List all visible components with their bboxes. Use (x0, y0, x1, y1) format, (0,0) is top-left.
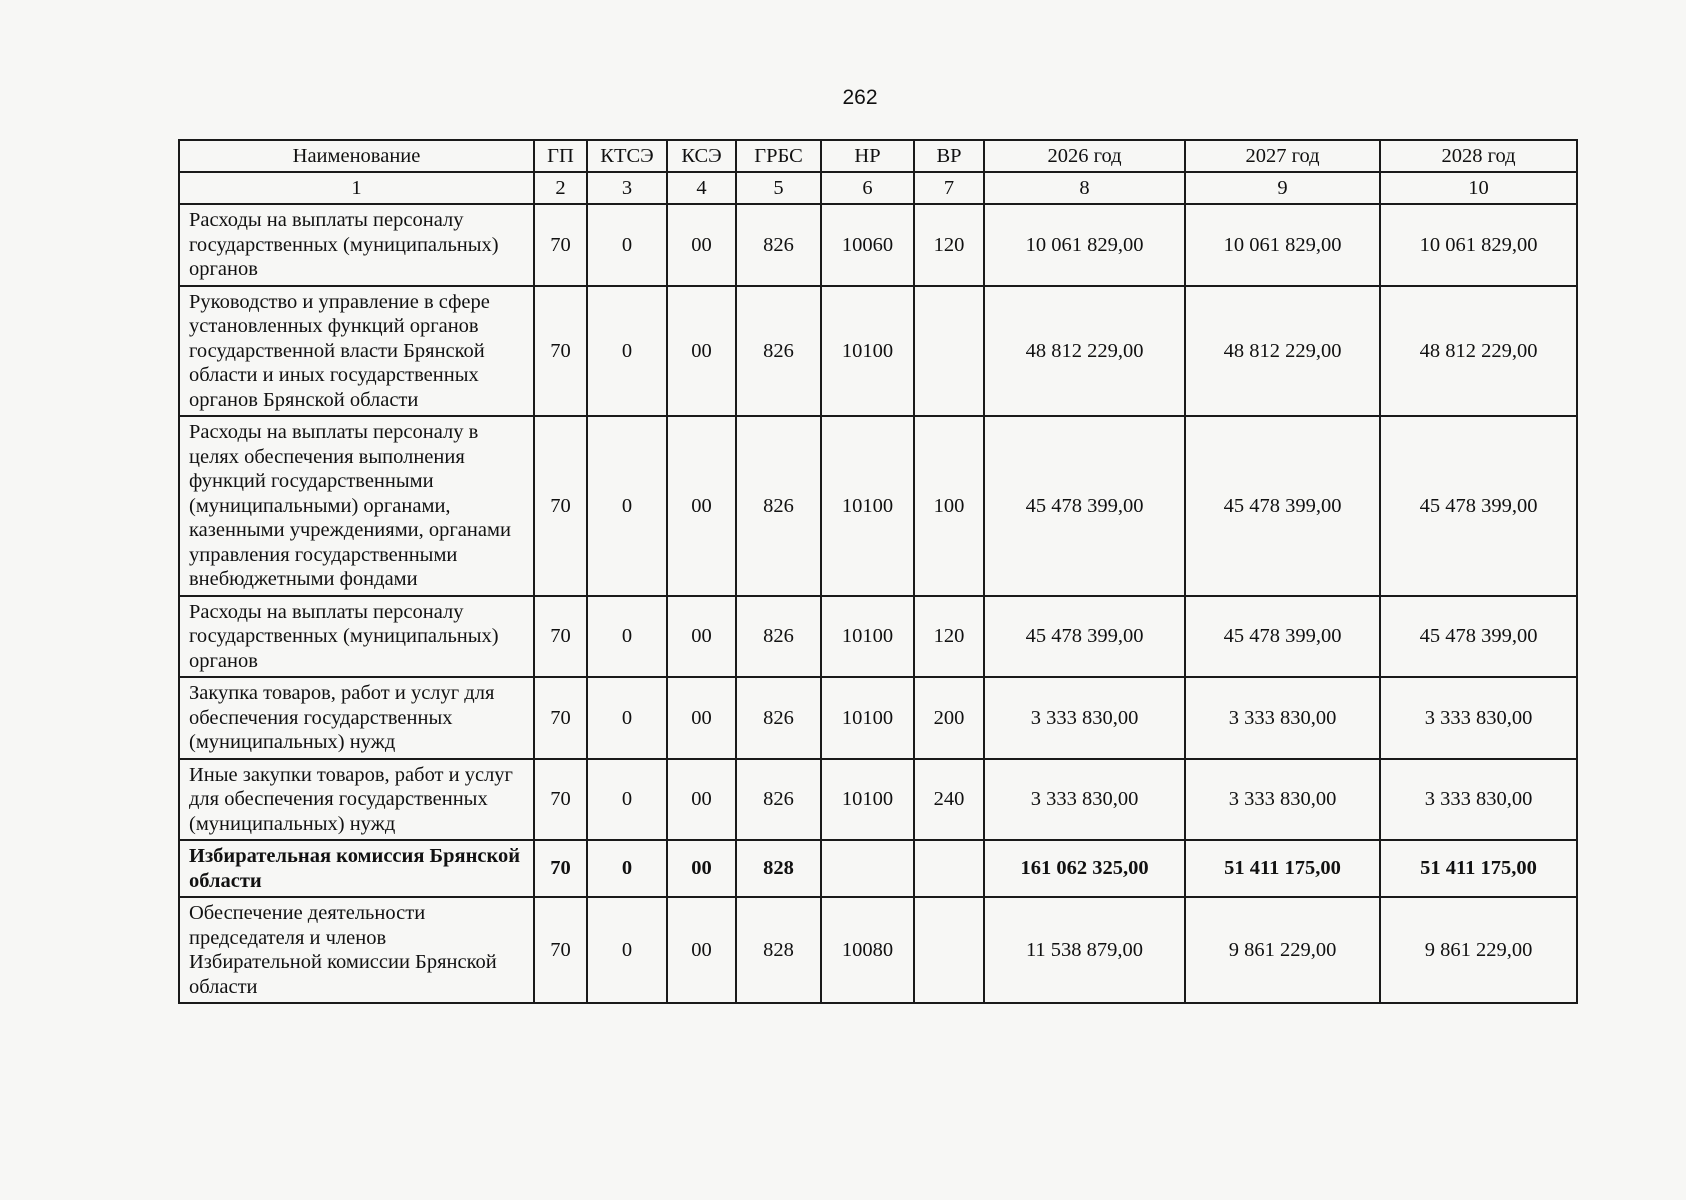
cell-kse: 00 (667, 286, 736, 417)
column-number: 6 (821, 172, 914, 204)
header-cell: Наименование (179, 140, 534, 172)
header-cell: 2028 год (1380, 140, 1577, 172)
column-number-row (179, 172, 1577, 204)
column-number: 10 (1380, 172, 1577, 204)
cell-2028: 10 061 829,00 (1380, 204, 1577, 286)
cell-ktse: 0 (587, 286, 667, 417)
cell-gp: 70 (534, 416, 587, 596)
table-row (179, 677, 1577, 759)
cell-2026: 48 812 229,00 (984, 286, 1185, 417)
cell-2026: 3 333 830,00 (984, 759, 1185, 841)
cell-kse: 00 (667, 759, 736, 841)
column-number: 3 (587, 172, 667, 204)
cell-gp: 70 (534, 759, 587, 841)
cell-2028: 9 861 229,00 (1380, 897, 1577, 1003)
cell-2027: 51 411 175,00 (1185, 840, 1380, 897)
cell-grbs: 826 (736, 596, 821, 678)
cell-2026: 3 333 830,00 (984, 677, 1185, 759)
cell-kse: 00 (667, 677, 736, 759)
cell-nr (821, 840, 914, 897)
cell-vr (914, 840, 984, 897)
header-cell: 2026 год (984, 140, 1185, 172)
table-row (179, 840, 1577, 897)
cell-2026: 161 062 325,00 (984, 840, 1185, 897)
cell-vr: 240 (914, 759, 984, 841)
column-number: 2 (534, 172, 587, 204)
table-row (179, 416, 1577, 596)
cell-2026: 10 061 829,00 (984, 204, 1185, 286)
header-row (179, 140, 1577, 172)
cell-2027: 45 478 399,00 (1185, 596, 1380, 678)
cell-nr: 10100 (821, 596, 914, 678)
header-cell: КТСЭ (587, 140, 667, 172)
cell-nr: 10100 (821, 286, 914, 417)
cell-2026: 45 478 399,00 (984, 416, 1185, 596)
cell-gp: 70 (534, 840, 587, 897)
header-cell: ВР (914, 140, 984, 172)
cell-grbs: 826 (736, 416, 821, 596)
cell-2028: 45 478 399,00 (1380, 416, 1577, 596)
cell-name: Избирательная комиссия Брянской области (179, 840, 534, 897)
table-row (179, 759, 1577, 841)
header-cell: 2027 год (1185, 140, 1380, 172)
cell-kse: 00 (667, 204, 736, 286)
table-row (179, 596, 1577, 678)
table-row (179, 204, 1577, 286)
cell-grbs: 826 (736, 204, 821, 286)
cell-2026: 11 538 879,00 (984, 897, 1185, 1003)
cell-kse: 00 (667, 416, 736, 596)
header-cell: ГРБС (736, 140, 821, 172)
cell-name: Расходы на выплаты персоналу государственных (муниципальных) органов (179, 204, 534, 286)
cell-nr: 10100 (821, 416, 914, 596)
header-cell: НР (821, 140, 914, 172)
cell-gp: 70 (534, 204, 587, 286)
cell-grbs: 828 (736, 840, 821, 897)
column-number: 5 (736, 172, 821, 204)
cell-grbs: 826 (736, 286, 821, 417)
column-number: 1 (179, 172, 534, 204)
cell-ktse: 0 (587, 677, 667, 759)
page-number: 262 (842, 86, 878, 109)
cell-2027: 48 812 229,00 (1185, 286, 1380, 417)
cell-ktse: 0 (587, 596, 667, 678)
column-number: 4 (667, 172, 736, 204)
table-row (179, 897, 1577, 1003)
cell-vr: 200 (914, 677, 984, 759)
cell-kse: 00 (667, 897, 736, 1003)
cell-name: Обеспечение деятельности председателя и членов Избирательной комиссии Брянской области (179, 897, 534, 1003)
cell-gp: 70 (534, 286, 587, 417)
cell-vr (914, 286, 984, 417)
cell-grbs: 826 (736, 677, 821, 759)
cell-grbs: 828 (736, 897, 821, 1003)
cell-2027: 45 478 399,00 (1185, 416, 1380, 596)
budget-table (178, 139, 1578, 1004)
cell-2028: 51 411 175,00 (1380, 840, 1577, 897)
column-number: 9 (1185, 172, 1380, 204)
cell-2028: 3 333 830,00 (1380, 759, 1577, 841)
cell-ktse: 0 (587, 759, 667, 841)
header-cell: КСЭ (667, 140, 736, 172)
cell-kse: 00 (667, 596, 736, 678)
cell-kse: 00 (667, 840, 736, 897)
cell-gp: 70 (534, 596, 587, 678)
cell-ktse: 0 (587, 840, 667, 897)
cell-2027: 3 333 830,00 (1185, 759, 1380, 841)
cell-2028: 45 478 399,00 (1380, 596, 1577, 678)
cell-vr (914, 897, 984, 1003)
cell-2027: 10 061 829,00 (1185, 204, 1380, 286)
cell-2028: 48 812 229,00 (1380, 286, 1577, 417)
cell-vr: 100 (914, 416, 984, 596)
cell-vr: 120 (914, 204, 984, 286)
cell-nr: 10060 (821, 204, 914, 286)
cell-name: Закупка товаров, работ и услуг для обеспечения государственных (муниципальных) нужд (179, 677, 534, 759)
cell-2026: 45 478 399,00 (984, 596, 1185, 678)
column-number: 8 (984, 172, 1185, 204)
cell-2028: 3 333 830,00 (1380, 677, 1577, 759)
table-row (179, 286, 1577, 417)
cell-nr: 10100 (821, 759, 914, 841)
cell-ktse: 0 (587, 204, 667, 286)
cell-name: Расходы на выплаты персоналу государственных (муниципальных) органов (179, 596, 534, 678)
column-number: 7 (914, 172, 984, 204)
cell-nr: 10080 (821, 897, 914, 1003)
cell-name: Иные закупки товаров, работ и услуг для обеспечения государственных (муниципальных) нужд (179, 759, 534, 841)
cell-name: Расходы на выплаты персоналу в целях обеспечения выполнения функций государственными (муниципальными) органами, казенными учреждениями, органами управления государственными внебюджетными фондами (179, 416, 534, 596)
cell-vr: 120 (914, 596, 984, 678)
cell-ktse: 0 (587, 416, 667, 596)
header-cell: ГП (534, 140, 587, 172)
cell-grbs: 826 (736, 759, 821, 841)
cell-name: Руководство и управление в сфере установленных функций органов государственной власти Брянской области и иных государственных органов Брянской области (179, 286, 534, 417)
cell-gp: 70 (534, 677, 587, 759)
cell-nr: 10100 (821, 677, 914, 759)
cell-ktse: 0 (587, 897, 667, 1003)
cell-2027: 9 861 229,00 (1185, 897, 1380, 1003)
cell-2027: 3 333 830,00 (1185, 677, 1380, 759)
cell-gp: 70 (534, 897, 587, 1003)
